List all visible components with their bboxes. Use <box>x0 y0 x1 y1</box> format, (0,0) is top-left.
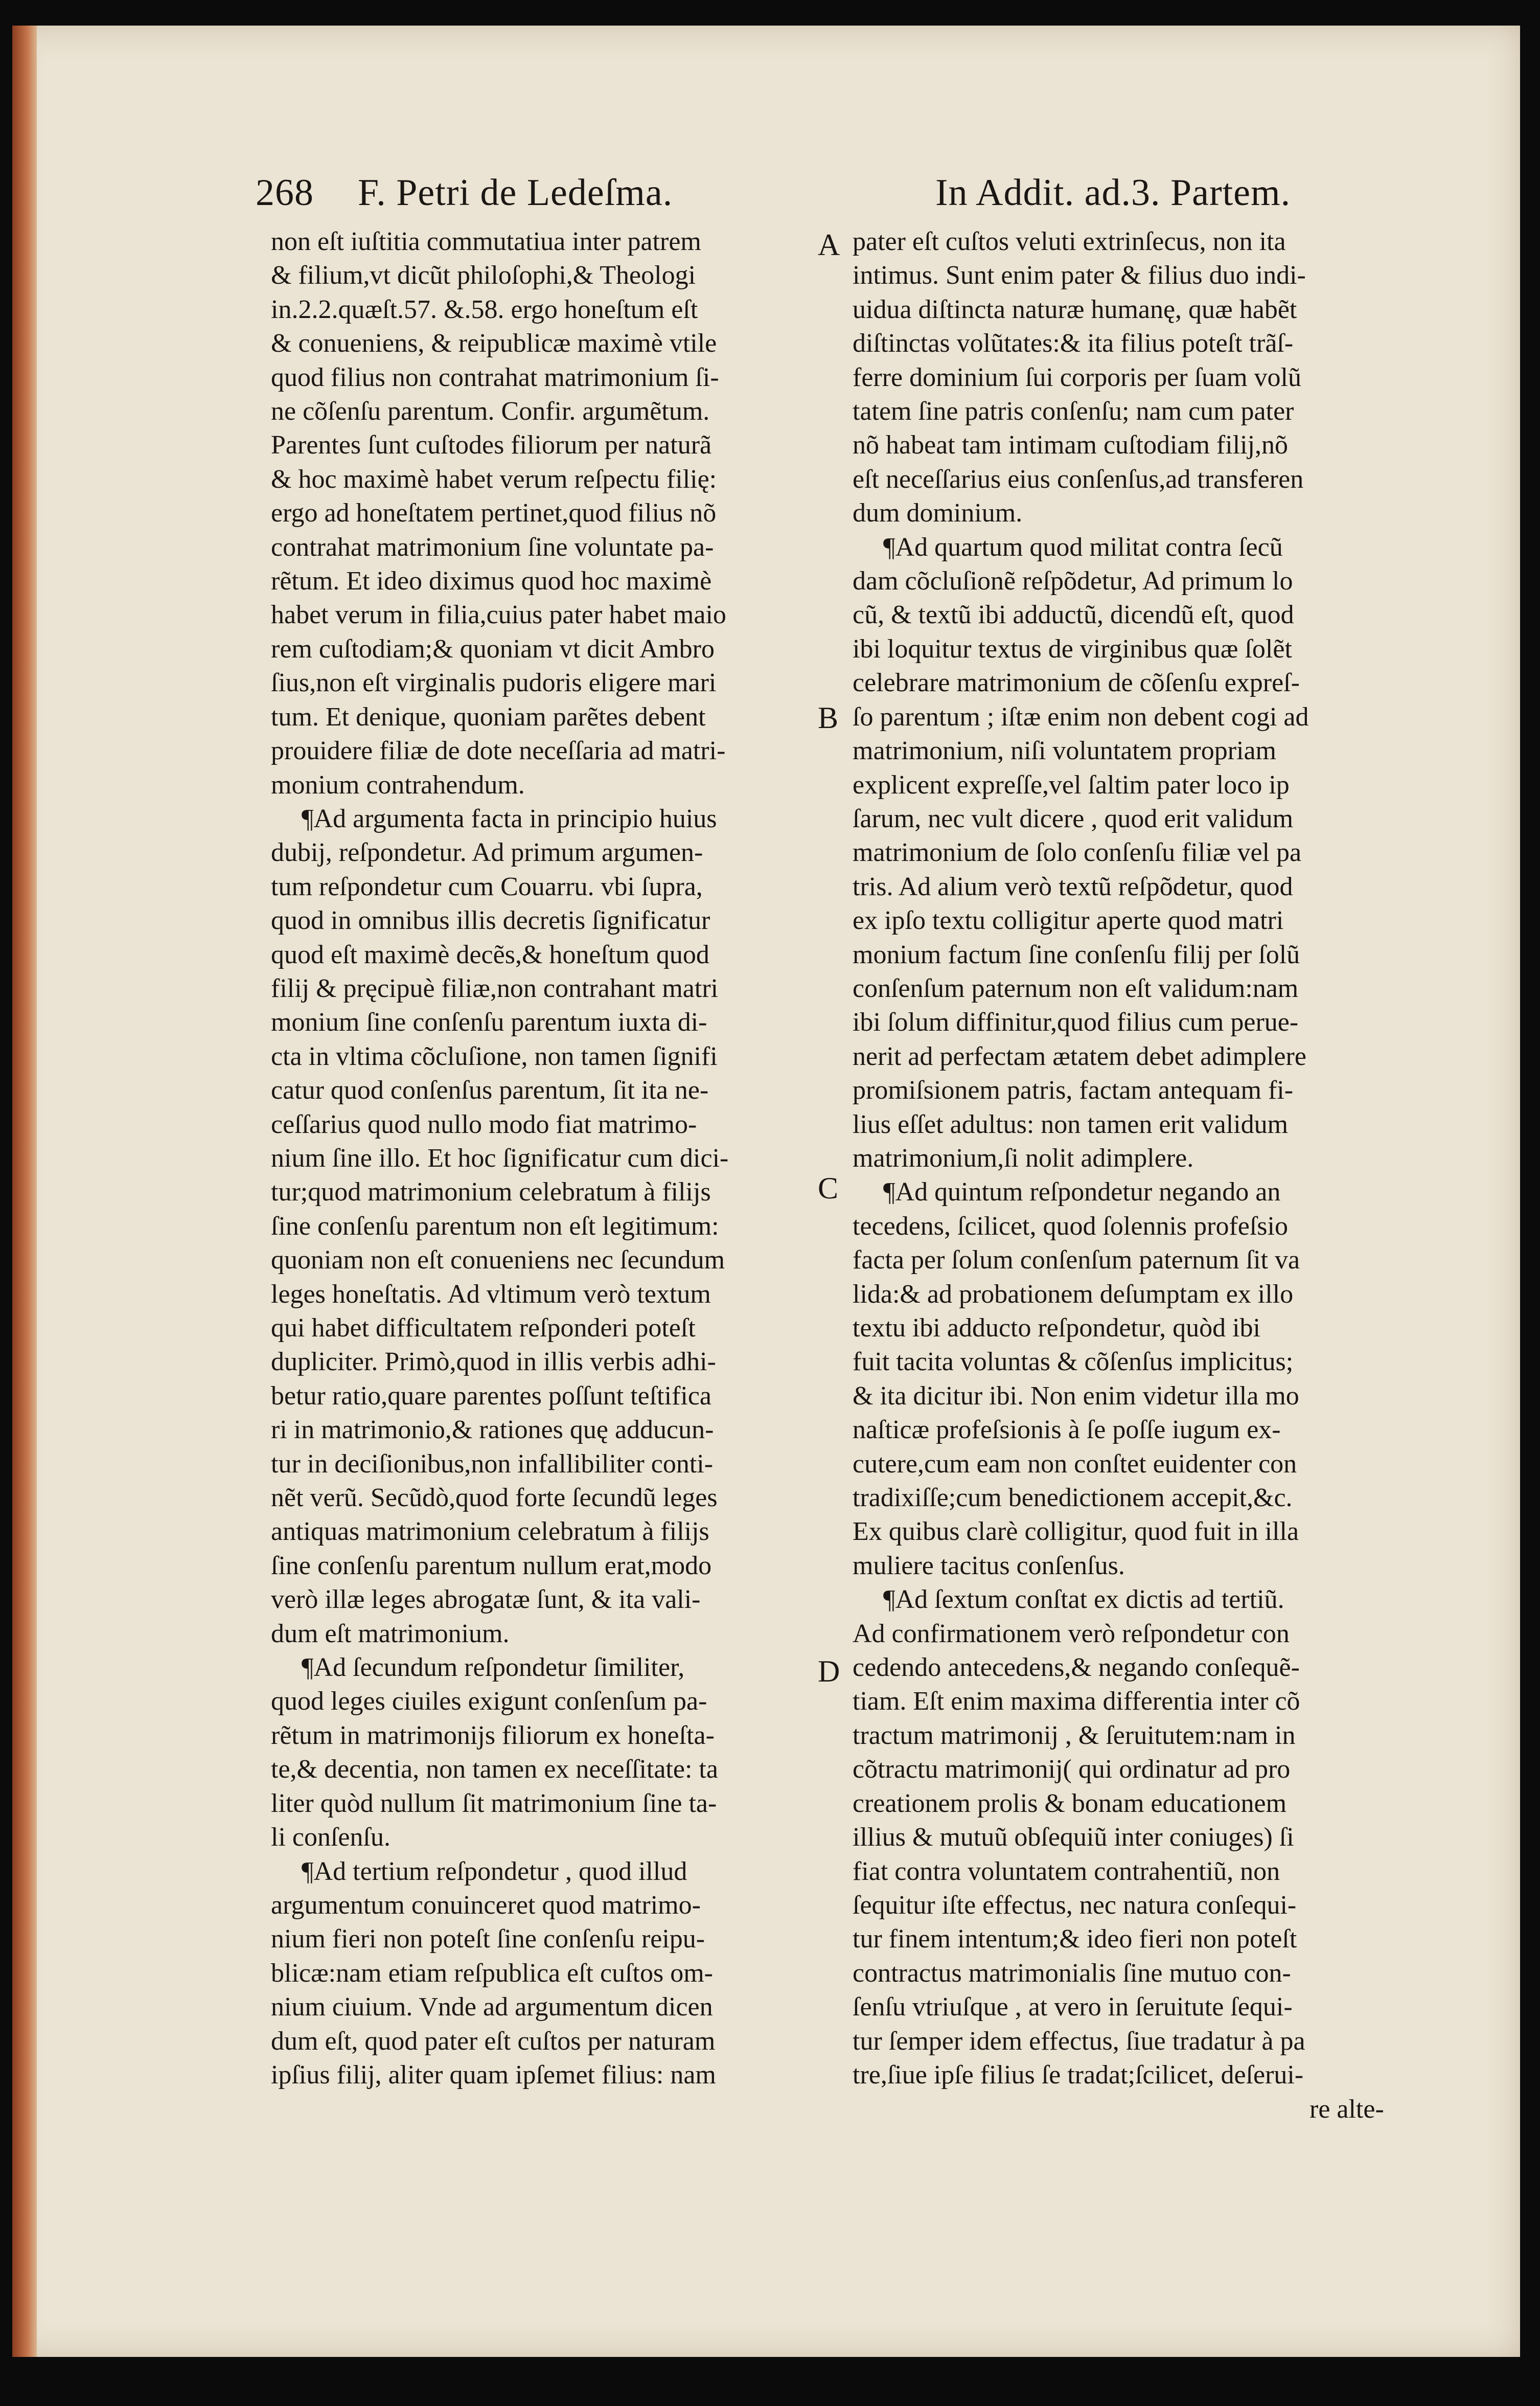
text-line: matrimonium, niſi voluntatem propriam <box>853 736 1276 766</box>
text-line: contractus matrimonialis ſine mutuo con- <box>853 1958 1291 1988</box>
text-line: quoniam non eſt conueniens nec ſecundum <box>271 1245 725 1275</box>
text-line: habet verum in filia,cuius pater habet maio <box>271 600 726 630</box>
text-line: illius & mutuũ obſequiũ inter coniuges) ſi <box>853 1823 1294 1852</box>
text-line: & hoc maximè habet verum reſpectu filię: <box>271 464 717 494</box>
text-line: ex ipſo textu colligitur aperte quod matri <box>853 906 1284 936</box>
text-line: rẽtum in matrimonijs filiorum ex honeſta- <box>271 1720 715 1750</box>
text-line: explicent expreſſe,vel ſaltim pater loco ip <box>853 770 1290 800</box>
text-line: ſine conſenſu parentum non eſt legitimum: <box>271 1211 719 1241</box>
text-line: verò illæ leges abrogatæ ſunt, & ita vali- <box>271 1585 701 1615</box>
text-line: argumentum conuinceret quod matrimo- <box>271 1890 701 1920</box>
text-line: ¶Ad ſecundum reſpondetur ſimiliter, <box>302 1653 685 1683</box>
text-line: nium ciuium. Vnde ad argumentum dicen <box>271 1992 713 2022</box>
text-line: monium factum ſine conſenſu filij per ſolũ <box>853 940 1300 969</box>
text-line: & ita dicitur ibi. Non enim videtur illa mo <box>853 1381 1299 1411</box>
text-line: rẽtum. Et ideo diximus quod hoc maximè <box>271 566 712 596</box>
text-line: cõtractu matrimonij( qui ordinatur ad pro <box>853 1755 1291 1784</box>
text-line: ri in matrimonio,& rationes quę adducun- <box>271 1415 714 1445</box>
text-line: dum eſt, quod pater eſt cuſtos per naturam <box>271 2026 716 2056</box>
text-line: lida:& ad probationem deſumptam ex illo <box>853 1279 1294 1309</box>
text-line: te,& decentia, non tamen ex neceſſitate: ta <box>271 1755 718 1784</box>
text-line: nõ habeat tam intimam cuſtodiam filij,nõ <box>853 430 1289 460</box>
text-line: matrimonium de ſolo conſenſu filiæ vel pa <box>853 838 1302 868</box>
text-line: in.2.2.quæſt.57. &.58. ergo honeſtum eſt <box>271 294 698 324</box>
text-line: intimus. Sunt enim pater & filius duo indi- <box>853 261 1306 290</box>
running-head-author: F. Petri de Ledeſma. <box>358 172 673 214</box>
text-line: Ex quibus clarè colligitur, quod fuit in illa <box>853 1517 1299 1547</box>
text-line: monium ſine conſenſu parentum iuxta di- <box>271 1008 707 1037</box>
text-line: Ad confirmationem verò reſpondetur con <box>853 1619 1290 1648</box>
margin-letter-a: A <box>818 228 840 262</box>
text-line: facta per ſolum conſenſum paternum ſit va <box>853 1245 1300 1275</box>
text-line: celebrare matrimonium de cõſenſu expreſ- <box>853 668 1300 698</box>
text-line: filij & pręcipuè filiæ,non contrahant matri <box>271 973 719 1003</box>
text-line: ferre dominium ſui corporis per ſuam volũ <box>853 362 1302 392</box>
text-line: fiat contra voluntatem contrahentiũ, non <box>853 1856 1280 1886</box>
text-line: naſticæ profeſsionis à ſe poſſe iugum ex- <box>853 1415 1281 1445</box>
text-line: ſarum, nec vult dicere , quod erit validum <box>853 804 1294 833</box>
binding-edge <box>12 26 37 2357</box>
text-line: ergo ad honeſtatem pertinet,quod filius nõ <box>271 498 717 528</box>
catchword: re alte- <box>1309 2095 1384 2124</box>
text-line: quod leges ciuiles exigunt conſenſum pa- <box>271 1687 707 1716</box>
text-line: ſenſu vtriuſque , at vero in ſeruitute ſequi- <box>853 1992 1293 2022</box>
text-line: ſo parentum ; iſtæ enim non debent cogi ad <box>853 702 1309 732</box>
text-line: eſt neceſſarius eius conſenſus,ad transferen <box>853 464 1304 494</box>
text-line: betur ratio,quare parentes poſſunt teſtifica <box>271 1381 711 1411</box>
left-column <box>271 225 802 2092</box>
text-line: muliere tacitus conſenſus. <box>853 1551 1125 1580</box>
text-line: ne cõſenſu parentum. Confir. argumẽtum. <box>271 397 710 426</box>
text-line: Parentes ſunt cuſtodes filiorum per naturã <box>271 430 712 460</box>
text-line: catur quod conſenſus parentum, ſit ita ne- <box>271 1076 709 1105</box>
text-line: ſine conſenſu parentum nullum erat,modo <box>271 1551 712 1580</box>
text-line: ipſius filij, aliter quam ipſemet filius: nam <box>271 2060 716 2090</box>
text-line: ſius,non eſt virginalis pudoris eligere mari <box>271 668 717 698</box>
text-line: rem cuſtodiam;& quoniam vt dicit Ambro <box>271 634 715 664</box>
text-line: tur;quod matrimonium celebratum à filijs <box>271 1177 711 1207</box>
text-line: conſenſum paternum non eſt validum:nam <box>853 973 1299 1003</box>
text-line: dupliciter. Primò,quod in illis verbis adhi- <box>271 1347 716 1377</box>
text-line: ¶Ad tertium reſpondetur , quod illud <box>302 1856 687 1886</box>
text-line: nium ſine illo. Et hoc ſignificatur cum dici- <box>271 1143 729 1173</box>
text-line: uidua diſtincta naturæ humanę, quæ habẽt <box>853 294 1297 324</box>
text-line: tradixiſſe;cum benedictionem accepit,&c. <box>853 1483 1293 1513</box>
text-line: cta in vltima cõcluſione, non tamen ſignifi <box>271 1041 718 1071</box>
text-line: antiquas matrimonium celebratum à filijs <box>271 1517 709 1547</box>
text-line: lius eſſet adultus: non tamen erit validum <box>853 1109 1289 1139</box>
text-line: tris. Ad alium verò textũ reſpõdetur, quod <box>853 872 1293 901</box>
text-line: & filium,vt dicũt philoſophi,& Theologi <box>271 261 696 290</box>
text-line: liter quòd nullum ſit matrimonium ſine ta- <box>271 1788 717 1818</box>
text-line: textu ibi adducto reſpondetur, quòd ibi <box>853 1313 1260 1343</box>
text-line: tur finem intentum;& ideo fieri non poteſt <box>853 1924 1297 1954</box>
text-line: tecedens, ſcilicet, quod ſolennis profeſsio <box>853 1211 1288 1241</box>
margin-letter-d: D <box>818 1654 840 1688</box>
text-line: ſequitur iſte effectus, nec natura conſequi- <box>853 1890 1297 1920</box>
margin-letter-b: B <box>818 701 839 735</box>
text-line: tum reſpondetur cum Couarru. vbi ſupra, <box>271 872 703 901</box>
text-line: dam cõcluſionẽ reſpõdetur, Ad primum lo <box>853 566 1293 596</box>
text-line: quod filius non contrahat matrimonium ſi- <box>271 362 719 392</box>
text-line: prouidere filiæ de dote neceſſaria ad matri- <box>271 736 726 766</box>
text-line: pater eſt cuſtos veluti extrinſecus, non ita <box>853 227 1286 256</box>
running-head-part: In Addit. ad.3. Partem. <box>935 172 1291 214</box>
text-line: promiſsionem patris, factam antequam fi- <box>853 1076 1294 1105</box>
text-line: tur ſemper idem effectus, ſiue tradatur à pa <box>853 2026 1305 2056</box>
text-line: dum dominium. <box>853 498 1023 528</box>
text-line: ibi loquitur textus de virginibus quæ ſolẽt <box>853 634 1292 664</box>
text-line: creationem prolis & bonam educationem <box>853 1788 1287 1818</box>
text-line: leges honeſtatis. Ad vltimum verò textum <box>271 1279 711 1309</box>
text-line: & conueniens, & reipublicæ maximè vtile <box>271 329 717 358</box>
text-line: dubij, reſpondetur. Ad primum argumen- <box>271 838 703 868</box>
text-line: diſtinctas volũtates:& ita filius poteſt trãſ- <box>853 329 1294 358</box>
text-line: blicæ:nam etiam reſpublica eſt cuſtos om- <box>271 1958 713 1988</box>
text-line: qui habet difficultatem reſponderi poteſt <box>271 1313 696 1343</box>
text-line: quod in omnibus illis decretis ſignificatur <box>271 906 710 936</box>
text-line: tur in deciſionibus,non infallibiliter conti- <box>271 1449 714 1479</box>
text-line: matrimonium,ſi nolit adimplere. <box>853 1143 1194 1173</box>
text-line: monium contrahendum. <box>271 770 525 800</box>
text-line: nium fieri non poteſt ſine conſenſu reipu- <box>271 1924 705 1954</box>
text-line: tatem ſine patris conſenſu; nam cum pater <box>853 397 1294 426</box>
text-line: fuit tacita voluntas & cõſenſus implicitus; <box>853 1347 1294 1377</box>
text-line: quod eſt maximè decẽs,& honeſtum quod <box>271 940 709 969</box>
text-line: tractum matrimonij , & ſeruitutem:nam in <box>853 1720 1296 1750</box>
margin-letter-c: C <box>818 1171 839 1205</box>
text-line: ceſſarius quod nullo modo fiat matrimo- <box>271 1109 697 1139</box>
right-column <box>853 225 1384 2092</box>
text-line: ¶Ad ſextum conſtat ex dictis ad tertiũ. <box>883 1585 1284 1615</box>
text-line: nerit ad perfectam ætatem debet adimplere <box>853 1041 1306 1071</box>
text-line: li conſenſu. <box>271 1823 390 1852</box>
text-line: ibi ſolum diffinitur,quod filius cum perue- <box>853 1008 1299 1037</box>
text-line: tiam. Eſt enim maxima differentia inter cõ <box>853 1687 1300 1716</box>
text-line: cũ, & textũ ibi adductũ, dicendũ eſt, quod <box>853 600 1294 630</box>
text-line: cutere,cum eam non conſtet euidenter con <box>853 1449 1297 1479</box>
text-line: cedendo antecedens,& negando conſequẽ- <box>853 1653 1300 1683</box>
text-line: tre,ſiue ipſe filius ſe tradat;ſcilicet, deſerui- <box>853 2060 1304 2090</box>
text-line: ¶Ad quintum reſpondetur negando an <box>883 1177 1281 1207</box>
text-line: contrahat matrimonium ſine voluntate pa- <box>271 532 714 562</box>
text-line: ¶Ad quartum quod militat contra ſecũ <box>883 532 1283 562</box>
text-line: non eſt iuſtitia commutatiua inter patrem <box>271 227 701 256</box>
page-number: 268 <box>256 172 314 214</box>
text-line: ¶Ad argumenta facta in principio huius <box>302 804 717 833</box>
text-line: tum. Et denique, quoniam parẽtes debent <box>271 702 706 732</box>
text-line: dum eſt matrimonium. <box>271 1619 510 1648</box>
text-line: nẽt verũ. Secũdò,quod forte ſecundũ leges <box>271 1483 718 1513</box>
